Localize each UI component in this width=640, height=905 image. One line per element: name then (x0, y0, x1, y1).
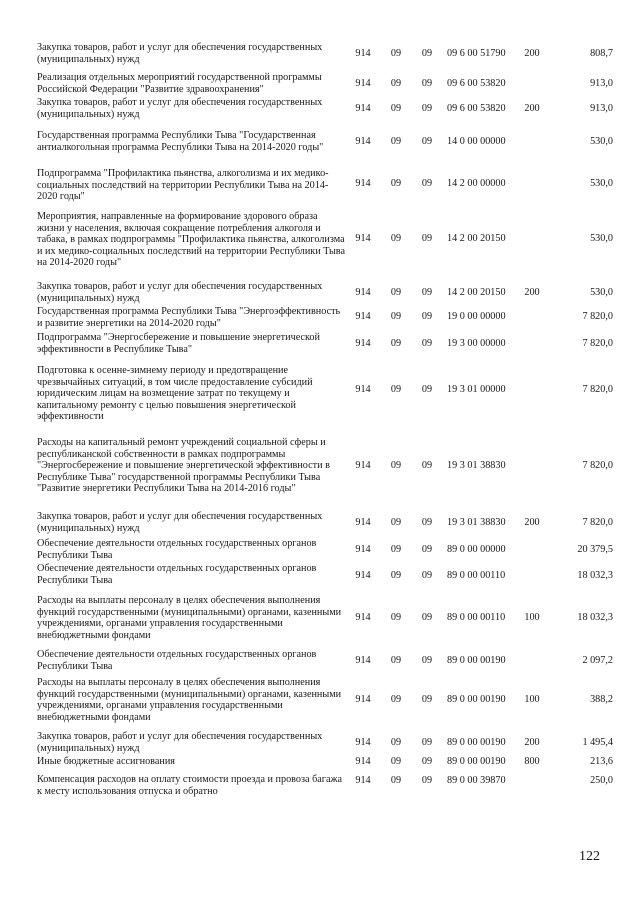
subsection-code: 09 (421, 233, 433, 244)
row-description: Государственная программа Республики Тыва "Энергоэффективность и развитие энергетики на 2014-2020 годы" (37, 306, 341, 329)
section-code: 09 (390, 737, 402, 748)
dept-code: 914 (355, 737, 371, 748)
subsection-code: 09 (421, 311, 433, 322)
amount: 18 032,3 (577, 612, 613, 623)
subsection-code: 09 (421, 756, 433, 767)
target-article-code: 09 6 00 53820 (447, 78, 506, 89)
expense-type-code: 200 (524, 103, 540, 114)
dept-code: 914 (355, 517, 371, 528)
dept-code: 914 (355, 233, 371, 244)
subsection-code: 09 (421, 136, 433, 147)
section-code: 09 (390, 136, 402, 147)
target-article-code: 89 0 00 00190 (447, 756, 506, 767)
section-code: 09 (390, 544, 402, 555)
dept-code: 914 (355, 78, 371, 89)
target-article-code: 89 0 00 00110 (447, 612, 506, 623)
section-code: 09 (390, 570, 402, 581)
amount: 7 820,0 (582, 384, 613, 395)
dept-code: 914 (355, 775, 371, 786)
amount: 530,0 (590, 178, 613, 189)
target-article-code: 19 3 00 00000 (447, 338, 506, 349)
subsection-code: 09 (421, 775, 433, 786)
expense-type-code: 100 (524, 612, 540, 623)
amount: 20 379,5 (577, 544, 613, 555)
amount: 530,0 (590, 233, 613, 244)
row-description: Расходы на выплаты персоналу в целях обеспечения выполнения функций государственными (муниципальными) органами, казенными учреждениями, органами управления государственными внебюджетными фондами (37, 677, 342, 723)
dept-code: 914 (355, 655, 371, 666)
section-code: 09 (390, 103, 402, 114)
section-code: 09 (390, 233, 402, 244)
row-description: Расходы на выплаты персоналу в целях обеспечения выполнения функций государственными (муниципальными) органами, казенными учреждениями, органами управления государственными внебюджетными фондами (37, 595, 342, 641)
expense-type-code: 100 (524, 694, 540, 705)
target-article-code: 19 3 01 00000 (447, 384, 506, 395)
subsection-code: 09 (421, 517, 433, 528)
subsection-code: 09 (421, 460, 433, 471)
dept-code: 914 (355, 48, 371, 59)
amount: 7 820,0 (582, 460, 613, 471)
row-description: Закупка товаров, работ и услуг для обеспечения государственных (муниципальных) нужд (37, 511, 323, 534)
row-description: Компенсация расходов на оплату стоимости проезда и провоза багажа к месту использования отпуска и обратно (37, 774, 343, 797)
amount: 7 820,0 (582, 311, 613, 322)
page-number: 122 (579, 849, 600, 864)
subsection-code: 09 (421, 103, 433, 114)
section-code: 09 (390, 287, 402, 298)
dept-code: 914 (355, 612, 371, 623)
row-description: Обеспечение деятельности отдельных государственных органов Республики Тыва (37, 649, 317, 672)
section-code: 09 (390, 655, 402, 666)
target-article-code: 14 2 00 20150 (447, 233, 506, 244)
dept-code: 914 (355, 338, 371, 349)
amount: 18 032,3 (577, 570, 613, 581)
target-article-code: 89 0 00 39870 (447, 775, 506, 786)
subsection-code: 09 (421, 694, 433, 705)
row-description: Обеспечение деятельности отдельных государственных органов Республики Тыва (37, 538, 317, 561)
section-code: 09 (390, 612, 402, 623)
row-description: Обеспечение деятельности отдельных государственных органов Республики Тыва (37, 563, 317, 586)
amount: 213,6 (590, 756, 613, 767)
target-article-code: 14 2 00 00000 (447, 178, 506, 189)
row-description: Закупка товаров, работ и услуг для обеспечения государственных (муниципальных) нужд (37, 731, 323, 754)
subsection-code: 09 (421, 78, 433, 89)
subsection-code: 09 (421, 612, 433, 623)
row-description: Закупка товаров, работ и услуг для обеспечения государственных (муниципальных) нужд (37, 42, 323, 65)
expense-type-code: 200 (524, 287, 540, 298)
section-code: 09 (390, 694, 402, 705)
amount: 250,0 (590, 775, 613, 786)
amount: 808,7 (590, 48, 613, 59)
expense-type-code: 800 (524, 756, 540, 767)
subsection-code: 09 (421, 655, 433, 666)
dept-code: 914 (355, 570, 371, 581)
target-article-code: 19 3 01 38830 (447, 460, 506, 471)
amount: 530,0 (590, 287, 613, 298)
amount: 7 820,0 (582, 338, 613, 349)
subsection-code: 09 (421, 544, 433, 555)
dept-code: 914 (355, 103, 371, 114)
section-code: 09 (390, 460, 402, 471)
target-article-code: 89 0 00 00190 (447, 694, 506, 705)
target-article-code: 89 0 00 00190 (447, 655, 506, 666)
amount: 7 820,0 (582, 517, 613, 528)
dept-code: 914 (355, 287, 371, 298)
row-description: Реализация отдельных мероприятий государственной программы Российской Федерации "Развитие здравоохранения" (37, 72, 322, 95)
section-code: 09 (390, 756, 402, 767)
subsection-code: 09 (421, 384, 433, 395)
target-article-code: 19 0 00 00000 (447, 311, 506, 322)
section-code: 09 (390, 517, 402, 528)
row-description: Расходы на капитальный ремонт учреждений социальной сферы и республиканской собственности в рамках подпрограммы "Энергосбережение и повышение энергетической эффективности в Республике Тыва" государственной программы Республики Тыва "Развитие энергетики Республики Тыва на 2014-2016 годы" (37, 437, 330, 495)
target-article-code: 09 6 00 51790 (447, 48, 506, 59)
target-article-code: 09 6 00 53820 (447, 103, 506, 114)
expense-type-code: 200 (524, 517, 540, 528)
dept-code: 914 (355, 460, 371, 471)
section-code: 09 (390, 48, 402, 59)
dept-code: 914 (355, 694, 371, 705)
dept-code: 914 (355, 544, 371, 555)
row-description: Закупка товаров, работ и услуг для обеспечения государственных (муниципальных) нужд (37, 281, 323, 304)
amount: 2 097,2 (582, 655, 613, 666)
subsection-code: 09 (421, 178, 433, 189)
dept-code: 914 (355, 384, 371, 395)
amount: 530,0 (590, 136, 613, 147)
row-description: Подпрограмма "Энергосбережение и повышение энергетической эффективности в Республике Тыва" (37, 332, 320, 355)
section-code: 09 (390, 78, 402, 89)
target-article-code: 89 0 00 00000 (447, 544, 506, 555)
target-article-code: 89 0 00 00110 (447, 570, 506, 581)
expense-type-code: 200 (524, 48, 540, 59)
section-code: 09 (390, 384, 402, 395)
row-description: Иные бюджетные ассигнования (37, 756, 175, 767)
dept-code: 914 (355, 178, 371, 189)
dept-code: 914 (355, 136, 371, 147)
section-code: 09 (390, 178, 402, 189)
subsection-code: 09 (421, 570, 433, 581)
dept-code: 914 (355, 311, 371, 322)
target-article-code: 14 2 00 20150 (447, 287, 506, 298)
row-description: Подпрограмма "Профилактика пьянства, алкоголизма и их медико-социальных последствий на территории Республики Тыва на 2014-2020 годы" (37, 168, 329, 203)
amount: 388,2 (590, 694, 613, 705)
section-code: 09 (390, 775, 402, 786)
row-description: Закупка товаров, работ и услуг для обеспечения государственных (муниципальных) нужд (37, 97, 323, 120)
target-article-code: 14 0 00 00000 (447, 136, 506, 147)
subsection-code: 09 (421, 338, 433, 349)
row-description: Мероприятия, направленные на формирование здорового образа жизни у населения, включая сокращение потребления алкоголя и табака, в рамках подпрограммы "Профилактика пьянства, алкоголизма и их медико-социальных последствий на территории Республики Тыва на 2014-2020 годы" (37, 211, 345, 269)
amount: 913,0 (590, 103, 613, 114)
target-article-code: 89 0 00 00190 (447, 737, 506, 748)
amount: 913,0 (590, 78, 613, 89)
dept-code: 914 (355, 756, 371, 767)
amount: 1 495,4 (582, 737, 613, 748)
section-code: 09 (390, 311, 402, 322)
expense-type-code: 200 (524, 737, 540, 748)
subsection-code: 09 (421, 287, 433, 298)
subsection-code: 09 (421, 737, 433, 748)
row-description: Государственная программа Республики Тыва "Государственная антиалкогольная программа Республики Тыва на 2014-2020 годы" (37, 130, 324, 153)
subsection-code: 09 (421, 48, 433, 59)
section-code: 09 (390, 338, 402, 349)
row-description: Подготовка к осенне-зимнему периоду и предотвращение чрезвычайных ситуаций, в том числе предоставление субсидий юридическим лицам на возмещение затрат по текущему и капитальному ремонту с целью повышения энергетической эффективности (37, 365, 313, 423)
target-article-code: 19 3 01 38830 (447, 517, 506, 528)
